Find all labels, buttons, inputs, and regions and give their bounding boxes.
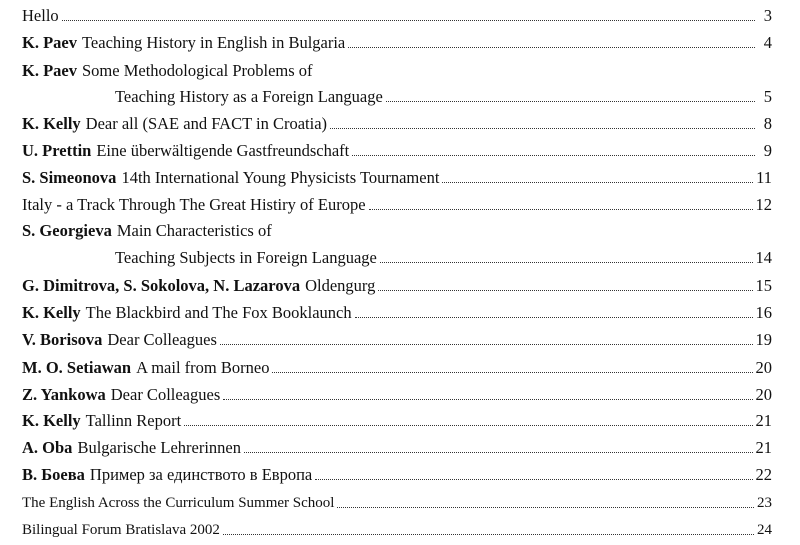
page-number: 9	[763, 141, 772, 160]
entry-author: K. Kelly	[22, 114, 81, 133]
page-number: 4	[763, 33, 772, 52]
toc-entry	[22, 325, 772, 349]
page-number: 5	[763, 87, 772, 106]
dot-leader	[348, 47, 755, 48]
entry-author: K. Paev	[22, 61, 77, 80]
entry-title: Bulgarische Lehrerinnen	[77, 438, 241, 457]
page-number: 14	[755, 248, 772, 267]
page-number: 8	[763, 114, 772, 133]
entry-author: K. Paev	[22, 33, 77, 52]
entry-title: Teaching History in English in Bulgaria	[82, 33, 346, 52]
dot-leader	[380, 262, 753, 263]
entry-title: Tallinn Report	[85, 411, 182, 430]
toc-entry	[22, 1, 772, 25]
dot-leader	[352, 155, 755, 156]
entry-title: Oldengurg	[305, 276, 376, 295]
dot-leader	[223, 399, 752, 400]
dot-leader	[442, 182, 753, 183]
dot-leader	[355, 317, 753, 318]
toc-entry-continuation	[115, 243, 772, 267]
dot-leader	[223, 534, 754, 535]
dot-leader	[378, 290, 752, 291]
page-number: 21	[755, 438, 772, 457]
entry-title: 14th International Young Physicists Tournament	[121, 168, 440, 187]
entry-title: Dear Colleagues	[107, 330, 217, 349]
toc-entry	[22, 163, 772, 187]
entry-author: U. Prettin	[22, 141, 92, 160]
toc-entry	[22, 353, 772, 377]
toc-entry	[22, 406, 772, 430]
entry-author: M. O. Setiawan	[22, 358, 132, 377]
entry-author: G. Dimitrova, S. Sokolova, N. Lazarova	[22, 276, 301, 295]
entry-title: Italy - a Track Through The Great Histiry of Europe	[22, 195, 366, 214]
toc-entry	[22, 56, 772, 80]
toc-entry	[22, 380, 772, 404]
entry-title: The English Across the Curriculum Summer School	[22, 495, 335, 511]
entry-title: Dear all (SAE and FACT in Croatia)	[85, 114, 328, 133]
page-number: 19	[755, 330, 772, 349]
dot-leader	[369, 209, 753, 210]
dot-leader	[244, 452, 753, 453]
entry-author: B. Боева	[22, 465, 85, 484]
entry-author: K. Kelly	[22, 303, 81, 322]
dot-leader	[337, 507, 754, 508]
toc-entry	[22, 28, 772, 52]
toc-entry	[22, 271, 772, 295]
page-number: 20	[755, 358, 772, 377]
entry-title: Teaching History as a Foreign Language	[115, 87, 383, 106]
dot-leader	[330, 128, 755, 129]
toc-entry-continuation	[115, 82, 772, 106]
toc-entry	[22, 298, 772, 322]
dot-leader	[272, 372, 752, 373]
page-number: 15	[755, 276, 772, 295]
entry-title: Dear Colleagues	[110, 385, 221, 404]
entry-author: V. Borisova	[22, 330, 103, 349]
entry-title: Some Methodological Problems of	[82, 61, 313, 80]
dot-leader	[315, 479, 752, 480]
entry-title: Bilingual Forum Bratislava 2002	[22, 522, 220, 538]
toc-entry	[22, 190, 772, 214]
entry-title: Teaching Subjects in Foreign Language	[115, 248, 377, 267]
page-number: 16	[755, 303, 772, 322]
entry-author: A. Oba	[22, 438, 73, 457]
page-number: 23	[757, 495, 772, 511]
entry-author: K. Kelly	[22, 411, 81, 430]
page-number: 21	[755, 411, 772, 430]
page-number: 20	[755, 385, 772, 404]
dot-leader	[184, 425, 752, 426]
page-number: 12	[755, 195, 772, 214]
entry-title: Main Characteristics of	[116, 221, 272, 240]
toc-entry	[22, 488, 772, 512]
entry-author: Z. Yankowa	[22, 385, 106, 404]
toc-entry	[22, 515, 772, 539]
page-number: 11	[756, 168, 772, 187]
dot-leader	[386, 101, 755, 102]
toc-entry	[22, 216, 772, 240]
entry-author: S. Simeonova	[22, 168, 117, 187]
toc-entry	[22, 136, 772, 160]
toc-entry	[22, 433, 772, 457]
toc-entry	[22, 109, 772, 133]
entry-title: Hello	[22, 6, 59, 25]
page-number: 3	[763, 6, 772, 25]
page-number: 22	[755, 465, 772, 484]
entry-title: The Blackbird and The Fox Booklaunch	[85, 303, 352, 322]
entry-title: A mail from Borneo	[136, 358, 270, 377]
dot-leader	[62, 20, 755, 21]
toc-entry	[22, 460, 772, 484]
entry-title: Eine überwältigende Gastfreundschaft	[96, 141, 350, 160]
entry-title: Пример за единството в Европа	[89, 465, 313, 484]
entry-author: S. Georgieva	[22, 221, 112, 240]
dot-leader	[220, 344, 753, 345]
page-number: 24	[757, 522, 772, 538]
